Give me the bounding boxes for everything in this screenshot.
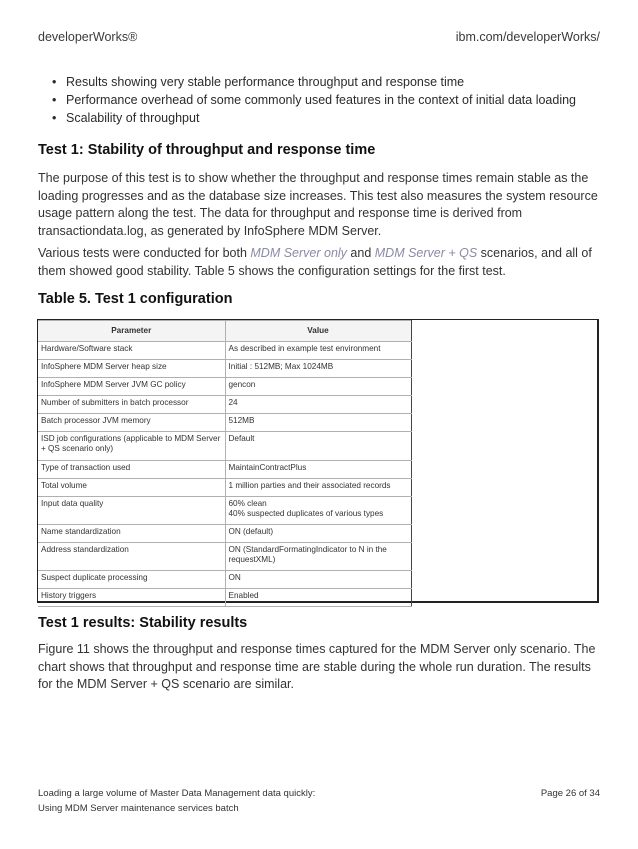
cell-value: As described in example test environment [225,342,411,360]
table-row [38,396,411,414]
cell-parameter: Batch processor JVM memory [38,414,225,432]
cell-parameter: Address standardization [38,543,225,571]
table-row [38,589,411,607]
cell-value: 1 million parties and their associated records [225,479,411,497]
header-url: ibm.com/developerWorks/ [455,30,600,44]
cell-parameter: InfoSphere MDM Server heap size [38,360,225,378]
table-row [38,479,411,497]
cell-value: ON (StandardFormatingIndicator to N in the requestXML) [225,543,411,571]
table-row [38,414,411,432]
table-row [38,525,411,543]
bullet-list [52,73,576,127]
cell-value: 60% clean 40% suspected duplicates of various types [225,497,411,525]
cell-parameter: Input data quality [38,497,225,525]
cell-parameter: History triggers [38,589,225,607]
cell-value: Enabled [225,589,411,607]
table-row [38,378,411,396]
cell-value: MaintainContractPlus [225,461,411,479]
table-row [38,461,411,479]
cell-parameter: ISD job configurations (applicable to MDM Server + QS scenario only) [38,432,225,461]
cell-parameter: InfoSphere MDM Server JVM GC policy [38,378,225,396]
list-item: • Performance overhead of some commonly used features in the context of initial data loading [52,91,576,109]
cell-parameter: Hardware/Software stack [38,342,225,360]
cell-value: Default [225,432,411,461]
table-row [38,342,411,360]
cell-parameter: Total volume [38,479,225,497]
footer-title: Loading a large volume of Master Data Management data quickly: Using MDM Server maintenance services batch [38,788,316,814]
table-row [38,543,411,571]
table-row [38,432,411,461]
list-item: • Results showing very stable performance throughput and response time [52,73,576,91]
column-header-parameter: Parameter [38,321,225,342]
text-run: scenarios, and all of them showed good stability. Table 5 shows the configuration settings for the first test. [38,246,592,278]
cell-value: 512MB [225,414,411,432]
cell-parameter: Type of transaction used [38,461,225,479]
paragraph-tests [38,245,600,280]
cell-value: 24 [225,396,411,414]
footer-page-number: Page 26 of 34 [540,788,600,799]
text-run: Various tests were conducted for both [38,246,251,260]
paragraph-purpose: The purpose of this test is to show whether the throughput and response times remain stable as the loading progresses and as the database size increases. This test also measures the system resource usage pattern along the test. The data for throughput and response time is derived from transactiondata.log, as generated by InfoSphere MDM Server. [38,171,598,238]
text-run: and [346,246,375,260]
cell-parameter: Suspect duplicate processing [38,571,225,589]
cell-value: ON [225,571,411,589]
table-caption: Table 5. Test 1 configuration [38,291,233,307]
list-item: • Scalability of throughput [52,109,576,127]
table-row [38,360,411,378]
cell-parameter: Name standardization [38,525,225,543]
cell-value: ON (default) [225,525,411,543]
section-heading-results: Test 1 results: Stability results [38,615,248,631]
cell-value: Initial : 512MB; Max 1024MB [225,360,411,378]
column-header-value: Value [225,321,411,342]
config-table [38,320,412,607]
cell-parameter: Number of submitters in batch processor [38,396,225,414]
table-row [38,497,411,525]
paragraph-results: Figure 11 shows the throughput and response times captured for the MDM Server only scenario. The chart shows that throughput and response time are stable during the whole run duration. The results for the MDM Server + QS scenario are similar. [38,642,596,691]
section-heading-test1: Test 1: Stability of throughput and response time [38,142,376,158]
link-mdm-server-qs[interactable]: MDM Server + QS [374,246,478,260]
cell-value: gencon [225,378,411,396]
table-row [38,571,411,589]
table-header-row [38,321,411,342]
link-mdm-server-only[interactable]: MDM Server only [250,246,347,260]
header-brand: developerWorks® [38,30,138,44]
